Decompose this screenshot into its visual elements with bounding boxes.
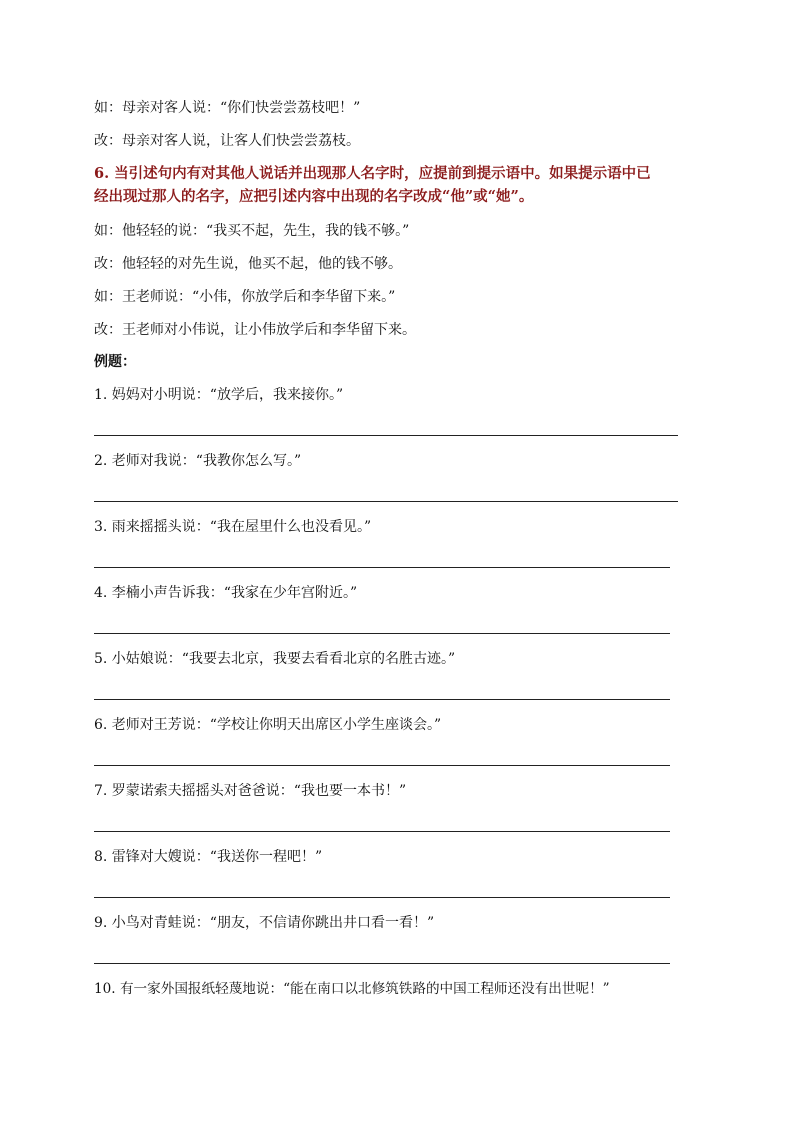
- exercise-item-5: 5. 小姑娘说：“我要去北京，我要去看看北京的名胜古迹。”: [94, 651, 456, 667]
- answer-line-7[interactable]: [94, 831, 670, 832]
- answer-line-2[interactable]: [94, 501, 678, 502]
- exercise-item-7: 7. 罗蒙诺索夫摇摇头对爸爸说：“我也要一本书！”: [94, 783, 407, 799]
- answer-line-8[interactable]: [94, 897, 670, 898]
- exercise-item-9: 9. 小鸟对青蛙说：“朋友，不信请你跳出井口看一看！”: [94, 915, 435, 931]
- rule-6-line-2: 经出现过那人的名字，应把引述内容中出现的名字改成“他”或“她”。: [94, 188, 534, 205]
- answer-line-1[interactable]: [94, 435, 678, 436]
- answer-line-4[interactable]: [94, 633, 670, 634]
- answer-line-3[interactable]: [94, 567, 670, 568]
- exercise-item-2: 2. 老师对我说：“我教你怎么写。”: [94, 453, 302, 469]
- example-3-original: 如：王老师说：“小伟，你放学后和李华留下来。”: [94, 289, 396, 305]
- exercise-heading: 例题：: [94, 354, 136, 370]
- answer-line-6[interactable]: [94, 765, 670, 766]
- example-2-changed: 改：他轻轻的对先生说，他买不起，他的钱不够。: [94, 256, 402, 272]
- exercise-item-3: 3. 雨来摇摇头说：“我在屋里什么也没看见。”: [94, 519, 372, 535]
- example-2-original: 如：他轻轻的说：“我买不起，先生，我的钱不够。”: [94, 223, 410, 239]
- exercise-item-1: 1. 妈妈对小明说：“放学后，我来接你。”: [94, 387, 344, 403]
- answer-line-5[interactable]: [94, 699, 670, 700]
- example-1-changed: 改：母亲对客人说，让客人们快尝尝荔枝。: [94, 133, 360, 149]
- rule-6-line-1: 6. 当引述句内有对其他人说话并出现那人名字时，应提前到提示语中。如果提示语中已: [94, 165, 651, 182]
- exercise-item-6: 6. 老师对王芳说：“学校让你明天出席区小学生座谈会。”: [94, 717, 442, 733]
- answer-line-9[interactable]: [94, 963, 670, 964]
- exercise-item-10: 10. 有一家外国报纸轻蔑地说：“能在南口以北修筑铁路的中国工程师还没有出世呢！”: [94, 981, 610, 997]
- example-1-original: 如：母亲对客人说：“你们快尝尝荔枝吧！”: [94, 100, 361, 116]
- exercise-item-8: 8. 雷锋对大嫂说：“我送你一程吧！”: [94, 849, 323, 865]
- example-3-changed: 改：王老师对小伟说，让小伟放学后和李华留下来。: [94, 322, 416, 338]
- exercise-item-4: 4. 李楠小声告诉我：“我家在少年宫附近。”: [94, 585, 358, 601]
